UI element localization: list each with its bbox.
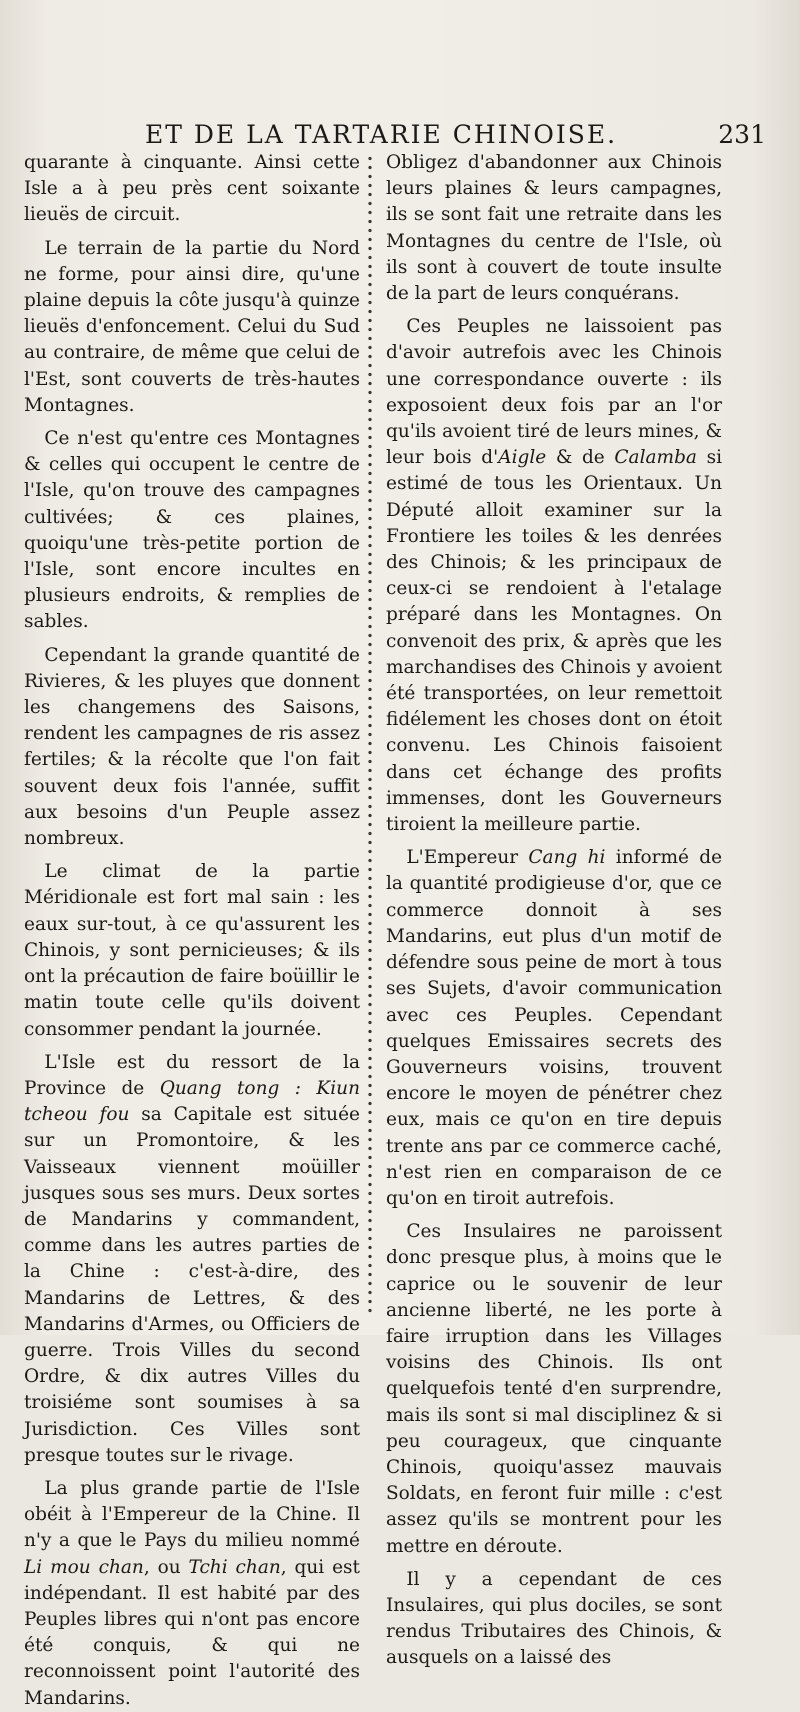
page-number: 231 bbox=[718, 120, 766, 149]
italic-place-name: Quang tong : Kiun tcheou fou bbox=[24, 1077, 360, 1126]
text-run: La plus grande partie de l'Isle obéit à l'Empereur de la Chine. Il n'y a que le Pays du milieu nommé bbox=[24, 1477, 360, 1552]
paragraph bbox=[24, 1050, 360, 1469]
paragraph: Obligez d'abandonner aux Chinois leurs plaines & leurs campagnes, ils se sont fait une retraite dans les Montagnes du centre de l'Isle, où ils sont à couvert de toute insulte de la part de leurs conquérans. bbox=[386, 152, 722, 305]
italic-place-name: Tchi chan bbox=[188, 1556, 281, 1578]
text-run: sa Capitale est située sur un Promontoire, & les Vaisseaux viennent moüiller jusques sous ses murs. Deux sortes de Mandarins y commandent, comme dans les autres parties de la Chine : c'est-à-dire, des Mandarins de Lettres, & des Mandarins d'Armes, ou Officiers de guerre. Trois Villes du second Ordre, & dix autres Villes du troisiéme sont soumises à sa Jurisdiction. Ces Villes sont presque toutes sur le rivage. bbox=[24, 1104, 360, 1466]
text-run: informé de la quantité prodigieuse d'or, que ce commerce donnoit à ses Mandarins, eut plus d'un motif de défendre sous peine de mort à tous ses Sujets, d'avoir communication avec ces Peuples. Cependant quelques Emissaires secrets des Gouverneurs voisins, trouvent encore le moyen de pénétrer chez eux, mais ce qu'on en tire depuis trente ans par ce commerce caché, n'est rien en comparaison de ce qu'on en tiroit autrefois. bbox=[386, 847, 723, 1209]
text-run: Ces Peuples ne laissoient pas d'avoir autrefois avec les Chinois une correspondance ouverte : ils exposoient deux fois par an l'or qu'ils avoient tiré de leurs mines, & leur bois d' bbox=[386, 316, 722, 469]
paragraph bbox=[386, 845, 722, 1212]
text-run: L'Empereur bbox=[406, 847, 529, 869]
text-run: & de bbox=[546, 447, 615, 469]
paragraph: Le terrain de la partie du Nord ne forme, pour ainsi dire, qu'une plaine depuis la côte jusqu'à quinze lieuës d'enfoncement. Celui du Sud au contraire, de même que celui de l'Est, sont couverts de très-hautes Montagnes. bbox=[24, 237, 360, 416]
paragraph: Il y a cependant de ces Insulaires, qui plus dociles, se sont rendus Tributaires des Chinois, & ausquels on a laissé des bbox=[386, 1568, 722, 1669]
right-column bbox=[386, 150, 722, 1672]
text-run: si estimé de tous les Orientaux. Un Député alloit examiner sur la Frontiere les toiles & les denrées des Chinois; & les principaux de ceux-ci se rendoient à l'etalage préparé dans les Montagnes. On convenoit des prix, & après que les marchandises des Chinois y avoient été transportées, on leur remettoit fidélement les choses dont on étoit convenu. Les Chinois faisoient dans cet échange des profits immenses, dont les Gouverneurs tiroient la meilleure partie. bbox=[386, 447, 723, 836]
text-run: L'Isle est du ressort de la Province de bbox=[24, 1051, 360, 1099]
text-run: , qui est indépendant. Il est habité par des Peuples libres qui n'ont pas encore été conquis, & qui ne reconnoissent point l'autorité des Mandarins. bbox=[24, 1556, 360, 1709]
paragraph: Le climat de la partie Méridionale est fort mal sain : les eaux sur-tout, à ce qu'assurent les Chinois, y sont pernicieuses; & ils ont la précaution de faire boüillir le matin toute celle qu'ils doivent consommer pendant la journée. bbox=[24, 861, 360, 1040]
italic-term: Calamba bbox=[614, 447, 697, 469]
column-divider-ornament bbox=[362, 154, 378, 1316]
paragraph bbox=[386, 314, 722, 838]
text-run: , ou bbox=[143, 1556, 189, 1578]
paragraph bbox=[24, 1476, 360, 1712]
paragraph: Ce n'est qu'entre ces Montagnes & celles qui occupent le centre de l'Isle, qu'on trouve des campagnes cultivées; & ces plaines, quoiqu'une très-petite portion de l'Isle, sont encore incultes en plusieurs endroits, & remplies de sables. bbox=[24, 428, 360, 633]
paragraph: Ces Insulaires ne paroissent donc presque plus, à moins que le caprice ou le souvenir de leur ancienne liberté, ne les porte à faire irruption dans les Villages voisins des Chinois. Ils ont quelquefois tenté d'en surprendre, mais ils sont si mal disciplinez & si peu courageux, que cinquante Chinois, quoiqu'assez mauvais Soldats, en feront fuir mille : c'est assez qu'ils se montrent pour les mettre en déroute. bbox=[386, 1221, 722, 1557]
running-head bbox=[0, 118, 800, 152]
running-title: ET DE LA TARTARIE CHINOISE. bbox=[145, 120, 618, 149]
paragraph: Cependant la grande quantité de Rivieres, & les pluyes que donnent les changemens des Saisons, rendent les campagnes de ris assez fertiles; & la récolte que l'on fait souvent deux fois l'année, suffit aux besoins d'un Peuple assez nombreux. bbox=[24, 644, 360, 850]
italic-term: Aigle bbox=[498, 447, 547, 469]
paragraph: quarante à cinquante. Ainsi cette Isle a à peu près cent soixante lieuës de circuit. bbox=[24, 152, 360, 226]
left-column bbox=[24, 150, 360, 1712]
italic-place-name: Li mou chan bbox=[24, 1556, 144, 1578]
italic-person-name: Cang hi bbox=[528, 847, 606, 869]
